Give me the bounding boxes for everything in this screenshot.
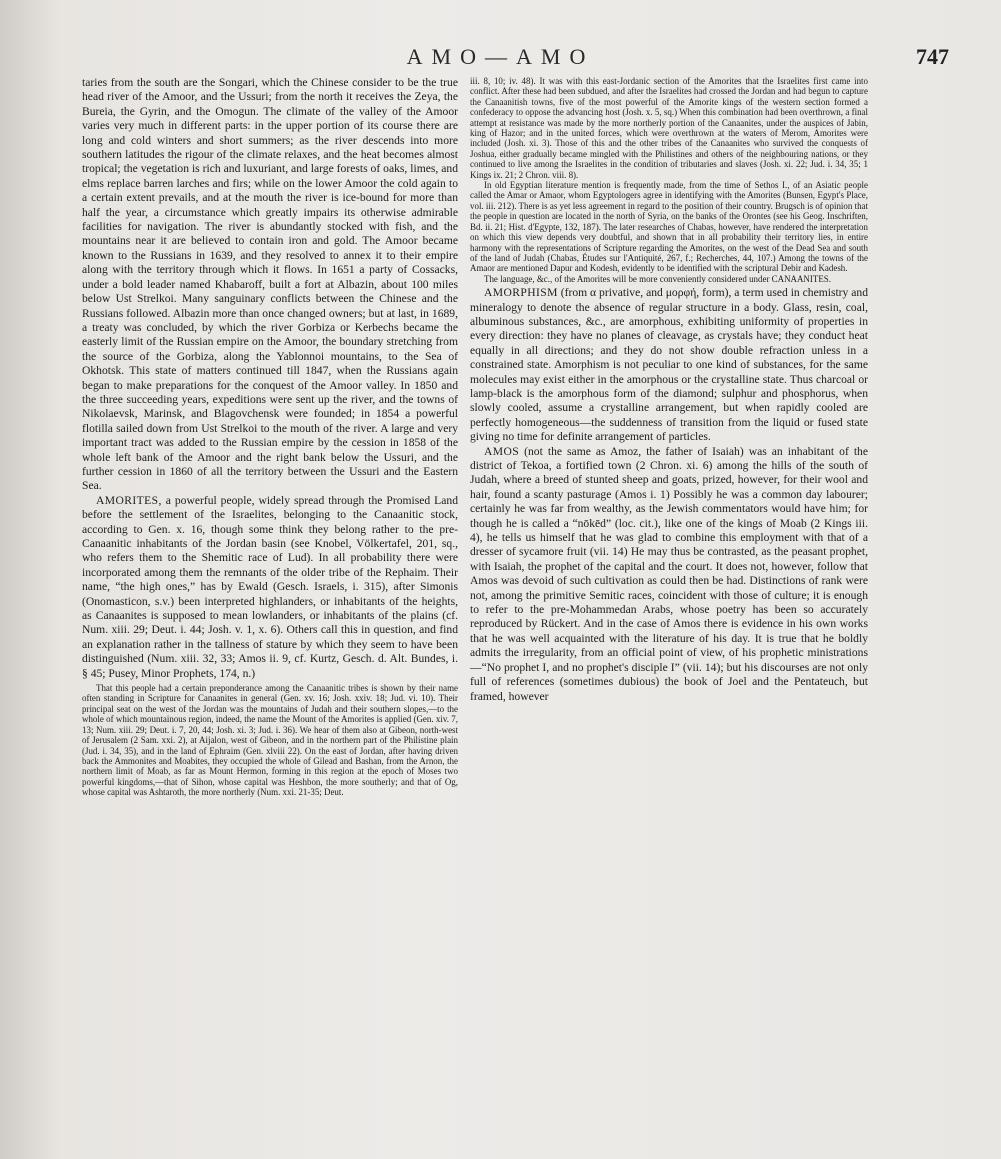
amorphism-headword: AMORPHISM (484, 286, 558, 300)
left-column (82, 76, 458, 1146)
amorites-small-print: That this people had a certain preponderance among the Canaanitic tribes is shown by their name often standing in Scripture for Canaanites in general (Gen. xv. 16; Josh. xxiv. 18; Jud. vi. 10). Their principal seat on the west of the Jordan was the mountains of Judah and their southern slopes,—to the whole of which mountainous region, indeed, the name the Mount of the Amorites is applied (Gen. xiv. 7, 13; Num. xiii. 29; Deut. i. 7, 20, 44; Josh. xi. 3; Jud. i. 36). We hear of them also at Gibeon, north-west of Jerusalem (2 Sam. xxi. 2), at Aijalon, west of Gibeon, and in the northern part of the Philistine plain (Jud. i. 34, 35), and in the land of Ephraim (Gen. xlviii 22). On the east of Jordan, after having driven back the Ammonites and Moabites, they occupied the whole of Gilead and Bashan, from the Arnon, the northern limit of Moab, as far as Mount Hermon, forming in this region at the epoch of Moses two powerful kingdoms,—that of Sihon, whose capital was Heshbon, the more southerly; and that of Og, whose capital was Ashtaroth, the more northerly (Num. xxi. 21-35; Deut. (82, 683, 458, 798)
egyptian-literature-note: In old Egyptian literature mention is frequently made, from the time of Sethos I., of an Asiatic people called the Amar or Amaor, whom Egyptologers agree in identifying with the Amorites (Bunsen, Egypt's Place, vol. iii. 212). There is as yet less agreement in regard to the position of their country. Brugsch is of opinion that the people in question are located in the north of Syria, on the banks of the Orontes (see his Geog. Inschriften, Bd. ii. 21; Hist. d'Egypte, 132, 187). The later researches of Chabas, however, have rendered the interpretation on which this view depends very doubtful, and shown that in all probability their territory lies, in entire harmony with the representations of Scripture regarding the Amorites, on the west of the Dead Sea and south of the land of Judah (Chabas, Études sur l'Antiquité, 267, f.; Recherches, 44, 107.) Among the towns of the Amaor are mentioned Dapur and Kodesh, evidently to be identified with the scriptural Debir and Kadesh. (470, 180, 868, 274)
running-head: AMO—AMO (406, 44, 595, 69)
page-number: 747 (916, 44, 949, 69)
amorphism-entry (470, 286, 868, 444)
amorites-entry (82, 494, 458, 681)
amorites-text: a powerful people, widely spread through the Promised Land before the settlement of the Israelites, belonging to the Canaanitic stock, according to Gen. x. 16, though some think they belong rather to the pre-Canaanitic inhabitants of the Jordan basin (see Knobel, Völkertafel, 201, sq., who refers them to the Shemitic race of Lud). In all probability there were incorporated among them the remnants of the older tribe of the Rephaim. Their name, “the high ones,” has by Ewald (Gesch. Israels, i. 315), after Simonis (Onomasticon, s.v.) been interpreted highlanders, or inhabitants of the heights, as Canaanites is supposed to mean lowlanders, or inhabitants of the plains (cf. Num. xiii. 29; Deut. i. 44; Josh. v. 1, x. 6). Others call this in question, and find an explanation rather in the tallness of stature by which they seem to have been distinguished (Num. xiii. 32, 33; Amos ii. 9, cf. Kurtz, Gesch. d. Alt. Bundes, i. § 45; Pusey, Minor Prophets, 174, n.) (82, 493, 458, 680)
amos-headword: AMOS (484, 444, 520, 458)
amorites-headword: AMORITES, (96, 493, 162, 507)
amorites-small-print-continued: iii. 8, 10; iv. 48). It was with this east-Jordanic section of the Amorites that the Israelites first came into conflict. After these had been subdued, and after the Israelites had crossed the Jordan and had begun to capture the Canaanitish towns, five of the most powerful of the Amorite kings of the western section formed a confederacy to oppose the advancing host (Josh. x. 5, sq.) When this combination had been overthrown, a final attempt at resistance was made by the more northerly portion of the Canaanites, under the auspices of Jabin, king of Hazor; and in the united forces, which were overthrown at the waters of Merom, Amorites were included (Josh. xi. 3). Those of this and the other tribes of the Canaanites who survived the conquests of Joshua, either gradually became mingled with the Philistines and others of the neighbouring nations, or they continued to live among the Israelites in the condition of tributaries and slaves (Josh. xi. 22; Jud. i. 34, 35; 1 Kings ix. 21; 2 Chron. viii. 8). (470, 76, 868, 180)
amorphism-text: (from α privative, and μορφή, form), a term used in chemistry and mineralogy to denote the absence of regular structure in a body. Glass, resin, coal, albuminous substances, &c., are amorphous, exhibiting uniformity of properties in every direction: they have no planes of cleavage, as crystals have; they conduct heat equally in all directions; and they do not show double refraction unless in a constrained state. Amorphism is not peculiar to one kind of substances, for the same molecules may exist either in the amorphous or the crystalline state. Thus charcoal or lamp-black is the amorphous form of the diamond; sulphur and phosphorus, when slowly cooled, assume a crystalline arrangement, but when rapidly cooled are perfectly homogeneous—the suddenness of transition from the liquid or fused state giving no time for definite arrangement of particles. (470, 286, 868, 444)
amos-entry (470, 445, 868, 704)
amos-text: (not the same as Amoz, the father of Isaiah) was an inhabitant of the district of Tekoa, a fortified town (2 Chron. xi. 6) among the hills of the south of Judah, where a breed of stunted sheep and goats, prized, however, for their wool and hair, found a scanty pasturage (Amos i. 1) Possibly he was a common day labourer; certainly he was far from wealthy, as the Jewish commentators would have him; for though he is called a “nōkēd” (loc. cit.), like one of the kings of Moab (2 Kings iii. 4), he tells us himself that he was glad to combine this employment with that of a dresser of sycamore fruit (vii. 14) He may thus be contrasted, as the peasant prophet, with Isaiah, the prophet of the capital and the court. It does not, however, follow that Amos was devoid of such cultivation as could then be had. Distinctions of rank were not, among the primitive Semitic races, coincident with those of culture; it is enough to refer to the pre-Mohammedan Arabs, whose poetry has been so accurately reproduced by Rückert. And in the case of Amos there is evidence in his own works that he was well acquainted with the literature of his day. It is true that he boldly admits the irregularity, from an official point of view, of his prophetic ministrations—“No prophet I, and no prophet's disciple I” (vii. 14); but his discourses are not only full of references (sometimes dubious) the book of Joel and the Pentateuch, but framed, however (470, 444, 868, 703)
amoor-entry-continued: taries from the south are the Songari, which the Chinese consider to be the true head river of the Amoor, and the Ussuri; from the north it receives the Zeya, the Bureia, the Gyrin, and the Omogun. The climate of the valley of the Amoor varies very much in different parts: in the upper portion of its course there are long and cold winters and short summers; as the river descends into more southern latitudes the rigour of the climate relaxes, and the heat becomes almost tropical; the vegetation is rich and luxuriant, and large forests of oaks, limes, and elms replace barren larches and firs; while on the lower Amoor the cold again to a certain extent prevails, and at the mouth the river is ice-bound for more than half the year, a circumstance which greatly impairs its otherwise admirable facilities for navigation. The river is abundantly stocked with fish, and the mountains near it are believed to contain iron and gold. The Amoor became known to the Russians in 1639, and they resolved to annex it to their empire along with the territory through which it flows. In 1651 a party of Cossacks, under a bold leader named Khabaroff, built a fort at Albazin, about 100 miles below Ust Strelkoi. Many sanguinary conflicts between the Chinese and the Russians followed. Albazin more than once changed owners; but at last, in 1689, a treaty was concluded, by which the river Gorbiza or Kerbechs became the easterly limit of the Russian empire on the Amoor, the boundary stretching from the source of the Gorbiza, along the Yablonnoi mountains, to the Sea of Okhotsk. This state of matters continued till 1847, when the Russians again began to make preparations for the conquest of the Amoor valley. In 1850 and the three succeeding years, expeditions were sent up the river, and the towns of Nikolaevsk, Marinsk, and Blagovchensk were founded; in 1854 a powerful flotilla sailed down from Ust Strelkoi to the mouth of the river. A large and very important tract was added to the Russian empire by the cession in 1858 of the whole left bank of the Amoor and the right bank below the Ussuri, and the further cession in 1860 of all the territory between the Ussuri and the Eastern Sea. (82, 76, 458, 493)
page-header (0, 40, 1001, 74)
right-column (470, 76, 868, 1146)
amorites-language-note: The language, &c., of the Amorites will be more conveniently considered under CANAANITES. (484, 273, 831, 284)
